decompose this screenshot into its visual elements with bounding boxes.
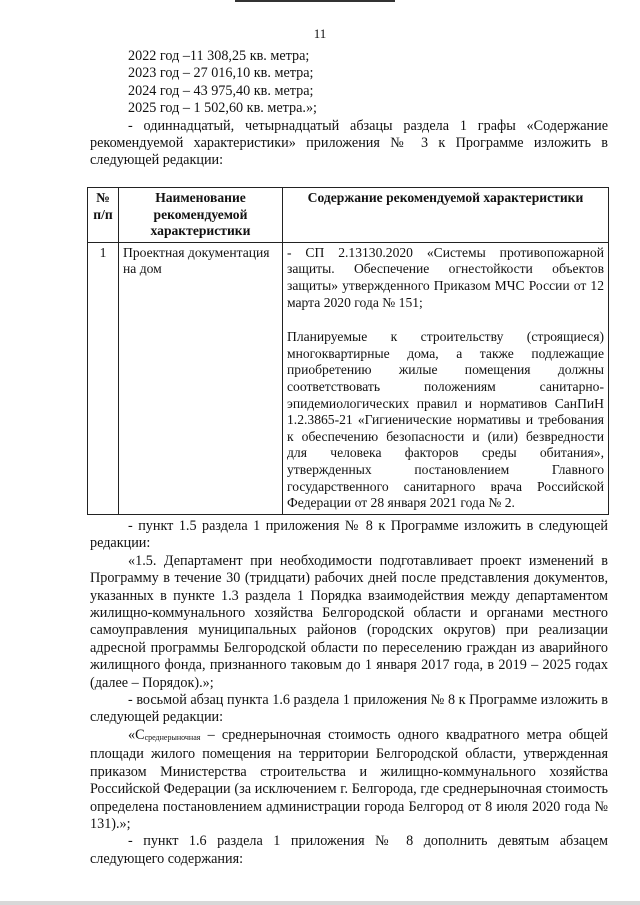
content-paragraph-1: - СП 2.13130.2020 «Системы противопожарной защиты. Обеспечение огнестойкости объектов защиты» утвержденного Приказом МЧС России от 12 марта 2020 года № 151; <box>287 244 604 310</box>
intro-block <box>90 48 608 170</box>
top-edge-line <box>235 0 395 2</box>
instruction-paragraph: - пункт 1.6 раздела 1 приложения № 8 дополнить девятым абзацем следующего содержания: <box>90 833 608 867</box>
row-name: Проектная документация на дом <box>119 242 283 514</box>
table-header-row <box>88 188 609 243</box>
instruction-paragraph: - восьмой абзац пункта 1.6 раздела 1 приложения № 8 к Программе изложить в следующей редакции: <box>90 692 608 726</box>
header-number: № п/п <box>88 188 119 243</box>
body-block <box>90 518 608 868</box>
header-name: Наименование рекомендуемой характеристики <box>119 188 283 243</box>
price-definition-paragraph <box>90 727 608 833</box>
price-definition-text: – среднерыночная стоимость одного квадратного метра общей площади жилого помещения на территории Белгородской области, утвержденная приказом Министерства строительства и жилищно-коммунального хозяйства Российской Федерации (за исключением г. Белгорода, где среднерыночная стоимость определена постановлением администрации города Белгород от 8 июля 2020 года № 131).»; <box>90 726 608 832</box>
content-paragraph-2: Планируемые к строительству (строящиеся) многоквартирные дома, а также подлежащие приобретению жилые помещения должны соответствовать положениям санитарно-эпидемиологических правил и нормативов СанПиН 1.2.3865-21 «Гигиенические нормативы и требования к обеспечению безопасности и (или) безвредности для человека факторов среды обитания», утвержденных постановлением Главного государственного санитарного врача Российской Федерации от 28 января 2021 года № 2. <box>287 329 604 511</box>
bottom-edge-bar <box>0 901 640 905</box>
header-content: Содержание рекомендуемой характеристики <box>283 188 609 243</box>
point-1-5-paragraph: «1.5. Департамент при необходимости подготавливает проект изменений в Программу в течение 30 (тридцати) рабочих дней после представления документов, указанных в пункте 1.3 раздела 1 Порядка взаимодействия между департаментом жилищно-коммунального хозяйства Белгородской области и органами местного самоуправления муниципальных районов (городских округов) при реализации адресной программы Белгородской области по переселению граждан из аварийного жилищного фонда, признанного таковым до 1 января 2017 года, в 2019 – 2025 годах (далее – Порядок).»; <box>90 552 608 691</box>
characteristics-table <box>87 187 609 515</box>
year-line: 2023 год – 27 016,10 кв. метра; <box>128 65 314 82</box>
table-row <box>88 242 609 514</box>
instruction-paragraph: - пункт 1.5 раздела 1 приложения № 8 к Программе изложить в следующей редакции: <box>90 518 608 552</box>
row-content <box>283 242 609 514</box>
price-subscript: среднерыночная <box>144 732 201 742</box>
instruction-paragraph: - одиннадцатый, четырнадцатый абзацы раздела 1 графы «Содержание рекомендуемой характеристики» приложения № 3 к Программе изложить в следующей редакции: <box>90 117 608 169</box>
year-line: 2025 год – 1 502,60 кв. метра.»; <box>128 100 317 117</box>
page-number: 11 <box>313 26 327 41</box>
year-line: 2022 год –11 308,25 кв. метра; <box>128 48 310 64</box>
row-number: 1 <box>88 242 119 514</box>
price-symbol: «С <box>128 726 145 743</box>
year-line: 2024 год – 43 975,40 кв. метра; <box>128 82 314 99</box>
